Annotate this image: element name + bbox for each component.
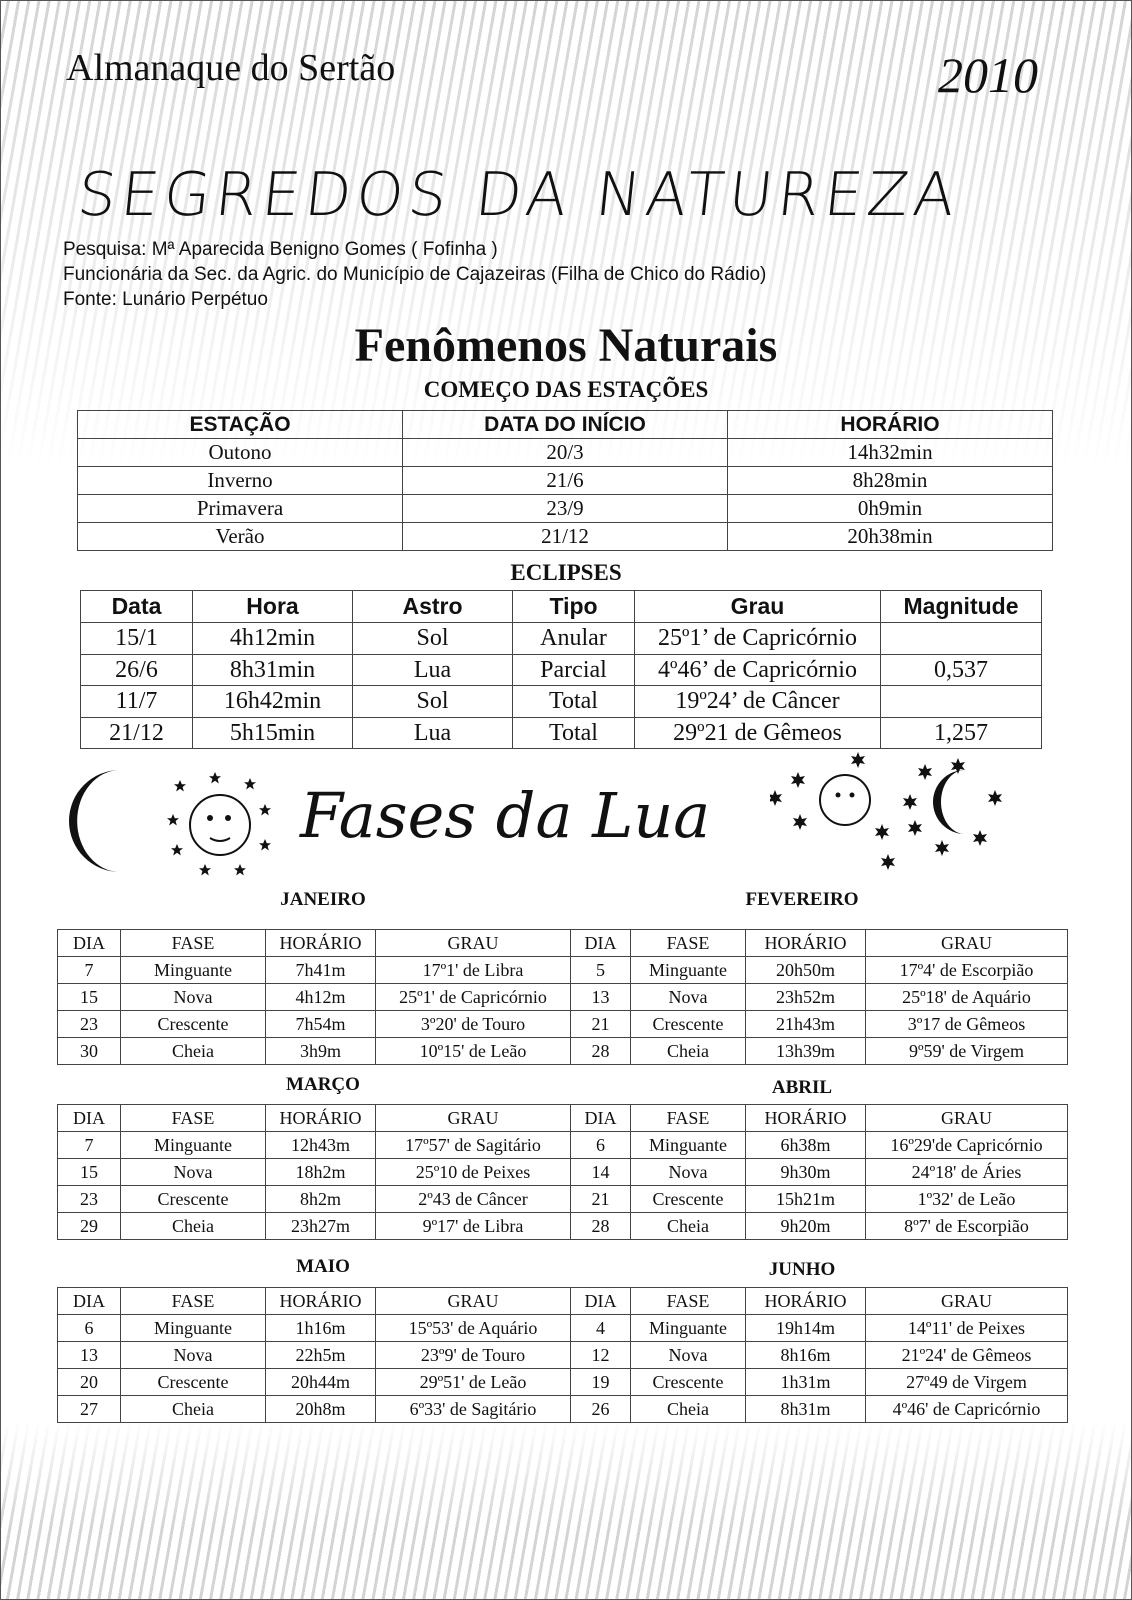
month-title: FEVEREIRO — [745, 889, 859, 910]
table-cell: 30 — [58, 1038, 121, 1065]
table-cell: 21 — [571, 1011, 631, 1038]
table-cell: Nova — [631, 1159, 746, 1186]
column-header: DIA — [571, 1288, 631, 1315]
table-cell: Cheia — [121, 1038, 266, 1065]
table-row — [78, 467, 1053, 495]
table-cell: Verão — [78, 523, 403, 551]
table-cell: 4 — [571, 1315, 631, 1342]
table-cell: 23 — [58, 1186, 121, 1213]
table-cell: Minguante — [631, 1132, 746, 1159]
table-cell: Nova — [631, 1342, 746, 1369]
column-header: FASE — [631, 1288, 746, 1315]
header-row — [81, 591, 1042, 623]
table-row — [58, 1315, 1068, 1342]
table-row — [81, 686, 1042, 718]
credit-source: Fonte: Lunário Perpétuo — [63, 289, 268, 310]
table-row — [58, 1038, 1068, 1065]
table-cell: Nova — [121, 984, 266, 1011]
table-cell: Minguante — [631, 957, 746, 984]
table-cell: Minguante — [631, 1315, 746, 1342]
table-cell: 1º32' de Leão — [866, 1186, 1068, 1213]
table-cell: Lua — [353, 654, 513, 686]
credit-role: Funcionária da Sec. da Agric. do Município de Cajazeiras (Filha de Chico do Rádio) — [63, 264, 767, 285]
column-header: Magnitude — [881, 591, 1042, 623]
eclipses-title: ECLIPSES — [510, 560, 622, 585]
column-header: Tipo — [513, 591, 635, 623]
table-cell: 1h31m — [746, 1369, 866, 1396]
table-row — [58, 1342, 1068, 1369]
table-cell: 21 — [571, 1186, 631, 1213]
column-header: DATA DO INÍCIO — [403, 411, 728, 439]
table-cell: 15h21m — [746, 1186, 866, 1213]
table-cell: 5 — [571, 957, 631, 984]
table-cell: 1h16m — [266, 1315, 376, 1342]
column-header: FASE — [121, 930, 266, 957]
table-row — [58, 1369, 1068, 1396]
table-cell: Cheia — [631, 1396, 746, 1423]
table-cell: 0,537 — [881, 654, 1042, 686]
table-cell: 15 — [58, 984, 121, 1011]
table-cell: Cheia — [631, 1213, 746, 1240]
table-row — [81, 654, 1042, 686]
table-row — [58, 1159, 1068, 1186]
table-cell: 17º4' de Escorpião — [866, 957, 1068, 984]
table-row — [81, 717, 1042, 749]
column-header: HORÁRIO — [746, 1105, 866, 1132]
header-row — [58, 1288, 1068, 1315]
header-row — [78, 411, 1053, 439]
table-row — [78, 523, 1053, 551]
table-cell: Minguante — [121, 957, 266, 984]
table-cell: 6 — [58, 1315, 121, 1342]
column-header: HORÁRIO — [266, 1105, 376, 1132]
table-row — [58, 984, 1068, 1011]
table-cell: 13 — [571, 984, 631, 1011]
table-cell: 19º24’ de Câncer — [635, 686, 881, 718]
table-cell: Nova — [631, 984, 746, 1011]
table-cell: 23º9' de Touro — [376, 1342, 571, 1369]
table-row — [58, 957, 1068, 984]
credit-research: Pesquisa: Mª Aparecida Benigno Gomes ( Fofinha ) — [63, 239, 498, 260]
table-cell: Minguante — [121, 1132, 266, 1159]
table-cell: Nova — [121, 1342, 266, 1369]
almanac-title: Almanaque do Sertão — [66, 47, 396, 89]
table-cell: 9h30m — [746, 1159, 866, 1186]
table-cell: Crescente — [631, 1011, 746, 1038]
table-cell: 19 — [571, 1369, 631, 1396]
moon-phase-table — [57, 1104, 1068, 1240]
table-cell: Outono — [78, 439, 403, 467]
table-cell: 27 — [58, 1396, 121, 1423]
table-cell: 3º20' de Touro — [376, 1011, 571, 1038]
table-cell: 29º51' de Leão — [376, 1369, 571, 1396]
table-cell: 17º57' de Sagitário — [376, 1132, 571, 1159]
table-cell: 3h9m — [266, 1038, 376, 1065]
section-title: Fenômenos Naturais — [354, 319, 778, 372]
column-header: GRAU — [376, 930, 571, 957]
table-cell: 20 — [58, 1369, 121, 1396]
table-cell: 8h31m — [746, 1396, 866, 1423]
table-cell: 15 — [58, 1159, 121, 1186]
table-cell: 11/7 — [81, 686, 193, 718]
table-cell: 13 — [58, 1342, 121, 1369]
table-cell: 28 — [571, 1038, 631, 1065]
table-cell: 0h9min — [728, 495, 1053, 523]
table-cell: 14º11' de Peixes — [866, 1315, 1068, 1342]
month-title: MARÇO — [286, 1074, 360, 1095]
table-row — [81, 623, 1042, 655]
table-row — [58, 1186, 1068, 1213]
column-header: GRAU — [376, 1105, 571, 1132]
table-cell: 9h20m — [746, 1213, 866, 1240]
column-header: HORÁRIO — [266, 930, 376, 957]
table-row — [78, 495, 1053, 523]
table-cell: 6h38m — [746, 1132, 866, 1159]
table-cell: 20h38min — [728, 523, 1053, 551]
table-cell: 22h5m — [266, 1342, 376, 1369]
table-cell: 3º17 de Gêmeos — [866, 1011, 1068, 1038]
table-cell: 23 — [58, 1011, 121, 1038]
table-cell: Crescente — [631, 1369, 746, 1396]
table-cell — [881, 686, 1042, 718]
column-header: FASE — [631, 1105, 746, 1132]
column-header: HORÁRIO — [746, 930, 866, 957]
table-cell: Sol — [353, 686, 513, 718]
table-row — [58, 1213, 1068, 1240]
column-header: DIA — [571, 1105, 631, 1132]
table-cell: 4h12min — [193, 623, 353, 655]
table-cell: 8h2m — [266, 1186, 376, 1213]
table-cell: 23h27m — [266, 1213, 376, 1240]
table-cell: Parcial — [513, 654, 635, 686]
table-cell: 21/6 — [403, 467, 728, 495]
table-cell: 21º24' de Gêmeos — [866, 1342, 1068, 1369]
table-cell: 18h2m — [266, 1159, 376, 1186]
table-cell: 9º17' de Libra — [376, 1213, 571, 1240]
column-header: DIA — [58, 1105, 121, 1132]
eclipses-table — [80, 590, 1042, 749]
month-title: JUNHO — [768, 1259, 836, 1280]
table-cell: 20h50m — [746, 957, 866, 984]
column-header: Grau — [635, 591, 881, 623]
seasons-table — [77, 410, 1053, 551]
table-cell: 1,257 — [881, 717, 1042, 749]
column-header: FASE — [631, 930, 746, 957]
table-cell: Lua — [353, 717, 513, 749]
column-header: DIA — [58, 1288, 121, 1315]
table-cell: 7 — [58, 957, 121, 984]
table-cell: 6º33' de Sagitário — [376, 1396, 571, 1423]
table-cell: Crescente — [121, 1186, 266, 1213]
table-row — [58, 1011, 1068, 1038]
table-cell: 14 — [571, 1159, 631, 1186]
table-cell: 13h39m — [746, 1038, 866, 1065]
moon-phase-table — [57, 1287, 1068, 1423]
table-cell: Total — [513, 717, 635, 749]
table-cell: 24º18' de Áries — [866, 1159, 1068, 1186]
table-cell: Total — [513, 686, 635, 718]
month-title: JANEIRO — [280, 889, 366, 910]
table-cell: 25º10 de Peixes — [376, 1159, 571, 1186]
table-cell: 27º49 de Virgem — [866, 1369, 1068, 1396]
column-header: FASE — [121, 1105, 266, 1132]
table-cell: Cheia — [121, 1396, 266, 1423]
headline: SEGREDOS DA NATUREZA — [74, 160, 964, 230]
table-cell: 19h14m — [746, 1315, 866, 1342]
table-cell: Crescente — [121, 1369, 266, 1396]
table-cell: 7h54m — [266, 1011, 376, 1038]
table-cell: 4º46' de Capricórnio — [866, 1396, 1068, 1423]
table-cell: 21/12 — [403, 523, 728, 551]
table-cell: Anular — [513, 623, 635, 655]
column-header: DIA — [571, 930, 631, 957]
table-cell: Primavera — [78, 495, 403, 523]
month-title: ABRIL — [771, 1077, 833, 1098]
table-cell: 7h41m — [266, 957, 376, 984]
table-cell: 2º43 de Câncer — [376, 1186, 571, 1213]
column-header: Data — [81, 591, 193, 623]
table-cell: 15/1 — [81, 623, 193, 655]
table-cell: 26/6 — [81, 654, 193, 686]
month-title: MAIO — [296, 1256, 350, 1277]
column-header: HORÁRIO — [728, 411, 1053, 439]
header-row — [58, 930, 1068, 957]
moon-sun-decoration-icon — [60, 760, 280, 885]
moon-stars-decoration-icon — [770, 750, 1020, 880]
year: 2010 — [938, 47, 1038, 103]
table-cell: 25º1’ de Capricórnio — [635, 623, 881, 655]
table-cell: 8h28min — [728, 467, 1053, 495]
table-cell: 20h8m — [266, 1396, 376, 1423]
table-cell: 8º7' de Escorpião — [866, 1213, 1068, 1240]
table-cell: 4º46’ de Capricórnio — [635, 654, 881, 686]
table-cell: 8h16m — [746, 1342, 866, 1369]
table-cell: 23/9 — [403, 495, 728, 523]
column-header: GRAU — [866, 930, 1068, 957]
table-cell: 15º53' de Aquário — [376, 1315, 571, 1342]
column-header: Astro — [353, 591, 513, 623]
table-cell: 23h52m — [746, 984, 866, 1011]
table-cell: Sol — [353, 623, 513, 655]
table-row — [58, 1396, 1068, 1423]
table-cell: 25º1' de Capricórnio — [376, 984, 571, 1011]
table-cell: 12 — [571, 1342, 631, 1369]
column-header: GRAU — [866, 1105, 1068, 1132]
table-cell: Inverno — [78, 467, 403, 495]
moon-phases-title: Fases da Lua — [300, 779, 711, 852]
column-header: HORÁRIO — [746, 1288, 866, 1315]
table-cell: 20h44m — [266, 1369, 376, 1396]
table-cell: 29 — [58, 1213, 121, 1240]
table-cell: 9º59' de Virgem — [866, 1038, 1068, 1065]
column-header: HORÁRIO — [266, 1288, 376, 1315]
column-header: GRAU — [376, 1288, 571, 1315]
table-cell: 6 — [571, 1132, 631, 1159]
table-cell: Crescente — [121, 1011, 266, 1038]
table-cell: 4h12m — [266, 984, 376, 1011]
header-row — [58, 1105, 1068, 1132]
column-header: Hora — [193, 591, 353, 623]
table-cell: 14h32min — [728, 439, 1053, 467]
table-cell: 20/3 — [403, 439, 728, 467]
table-cell: 21h43m — [746, 1011, 866, 1038]
table-cell: 12h43m — [266, 1132, 376, 1159]
table-cell: 7 — [58, 1132, 121, 1159]
table-cell: Cheia — [121, 1213, 266, 1240]
column-header: GRAU — [866, 1288, 1068, 1315]
column-header: DIA — [58, 930, 121, 957]
table-cell: 8h31min — [193, 654, 353, 686]
table-cell: 21/12 — [81, 717, 193, 749]
table-row — [58, 1132, 1068, 1159]
table-cell: 25º18' de Aquário — [866, 984, 1068, 1011]
table-cell: Nova — [121, 1159, 266, 1186]
table-cell: 26 — [571, 1396, 631, 1423]
table-cell: 16h42min — [193, 686, 353, 718]
table-cell: Crescente — [631, 1186, 746, 1213]
table-cell: 16º29'de Capricórnio — [866, 1132, 1068, 1159]
table-cell — [881, 623, 1042, 655]
table-cell: 29º21 de Gêmeos — [635, 717, 881, 749]
table-row — [78, 439, 1053, 467]
column-header: FASE — [121, 1288, 266, 1315]
table-cell: 5h15min — [193, 717, 353, 749]
table-cell: Cheia — [631, 1038, 746, 1065]
column-header: ESTAÇÃO — [78, 411, 403, 439]
table-cell: Minguante — [121, 1315, 266, 1342]
seasons-title: COMEÇO DAS ESTAÇÕES — [423, 377, 709, 402]
table-cell: 10º15' de Leão — [376, 1038, 571, 1065]
table-cell: 28 — [571, 1213, 631, 1240]
moon-phase-table — [57, 929, 1068, 1065]
table-cell: 17º1' de Libra — [376, 957, 571, 984]
